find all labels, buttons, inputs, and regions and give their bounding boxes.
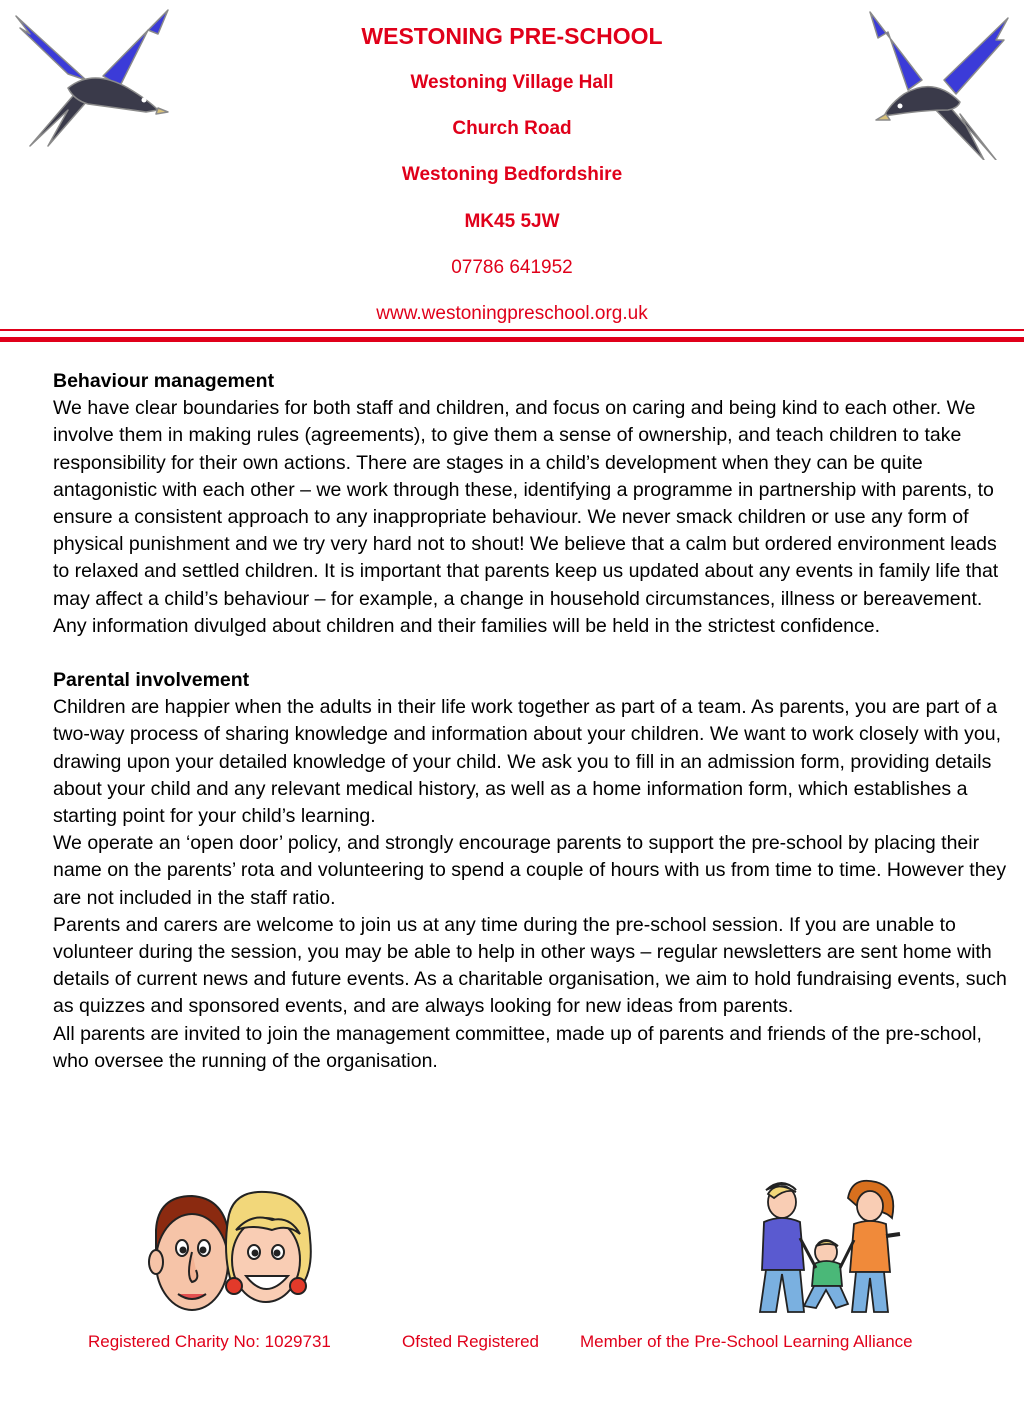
footer	[0, 1331, 1024, 1419]
alliance-membership: Member of the Pre-School Learning Alliance	[580, 1332, 913, 1351]
behaviour-heading: Behaviour management	[53, 370, 275, 392]
swallow-icon	[8, 8, 178, 148]
parental-heading: Parental involvement	[53, 669, 250, 692]
document-body	[53, 368, 1013, 1075]
behaviour-paragraph: We have clear boundaries for both staff and children, and focus on caring and being kind to each other. We involve them in making rules (agreements), to give them a sense of ownership, and teach children to take responsibility for their own actions. There are stages in a child’s development when they can be quite antagonistic with each other – we work through these, identifying a programme in partnership with parents, to ensure a consistent approach to any inappropriate behaviour. We never smack children or use any form of physical punishment and we try very hard not to shout! We believe that a calm but ordered environment leads to relaxed and settled children. It is important that parents keep us updated about any events in family life that may affect a child’s behaviour – for example, a change in household circumstances, illness or bereavement. Any information divulged about children and their families will be held in the strictest confidence.	[53, 397, 999, 637]
ofsted-registration: Ofsted Registered	[402, 1332, 540, 1351]
school-name: WESTONING PRE-SCHOOL	[361, 23, 663, 49]
town-line: Westoning Bedfordshire	[401, 164, 623, 185]
parental-paragraph: Children are happier when the adults in their life work together as part of a team. As parents, you are part of a two-way process of sharing knowledge and information about your children. We want to work closely with you, drawing upon your detailed knowledge of your child. We ask you to fill in an admission form, providing details about your child and any relevant medical history, as well as a home information form, which establishes a starting point for your child’s learning.	[53, 696, 1002, 828]
cartoon-couple	[148, 1190, 314, 1318]
street-line: Church Road	[452, 118, 572, 139]
postcode-line: MK45 5JW	[464, 211, 560, 232]
parental-section	[53, 667, 1013, 1075]
parental-paragraph: Parents and carers are welcome to join us at any time during the pre-school session. If you are unable to volunteer during the session, you may be able to help in other ways – regular newsletters are sent home with details of current news and future events. As a charitable organisation, we aim to hold fundraising events, such as quizzes and sponsored events, and are always looking for new ideas from parents.	[53, 913, 1007, 1018]
parental-paragraph: We operate an ‘open door’ policy, and strongly encourage parents to support the pre-school by placing their name on the parents’ rota and volunteering to spend a couple of hours with us from time to time. However they are not included in the staff ratio.	[53, 832, 1007, 909]
swallow-icon	[864, 10, 1014, 160]
phone-line: 07786 641952	[451, 257, 573, 278]
charity-number: Registered Charity No: 1029731	[88, 1332, 331, 1351]
header-divider-thin	[0, 329, 1024, 331]
parental-paragraph: All parents are invited to join the management committee, made up of parents and friends of the pre-school, who oversee the running of the organisation.	[53, 1022, 982, 1072]
website-link[interactable]: www.westoningpreschool.org.uk	[376, 303, 648, 324]
header-divider-thick	[0, 337, 1024, 342]
cartoon-family	[752, 1178, 902, 1318]
venue-line: Westoning Village Hall	[410, 72, 614, 93]
behaviour-section	[53, 368, 1013, 640]
